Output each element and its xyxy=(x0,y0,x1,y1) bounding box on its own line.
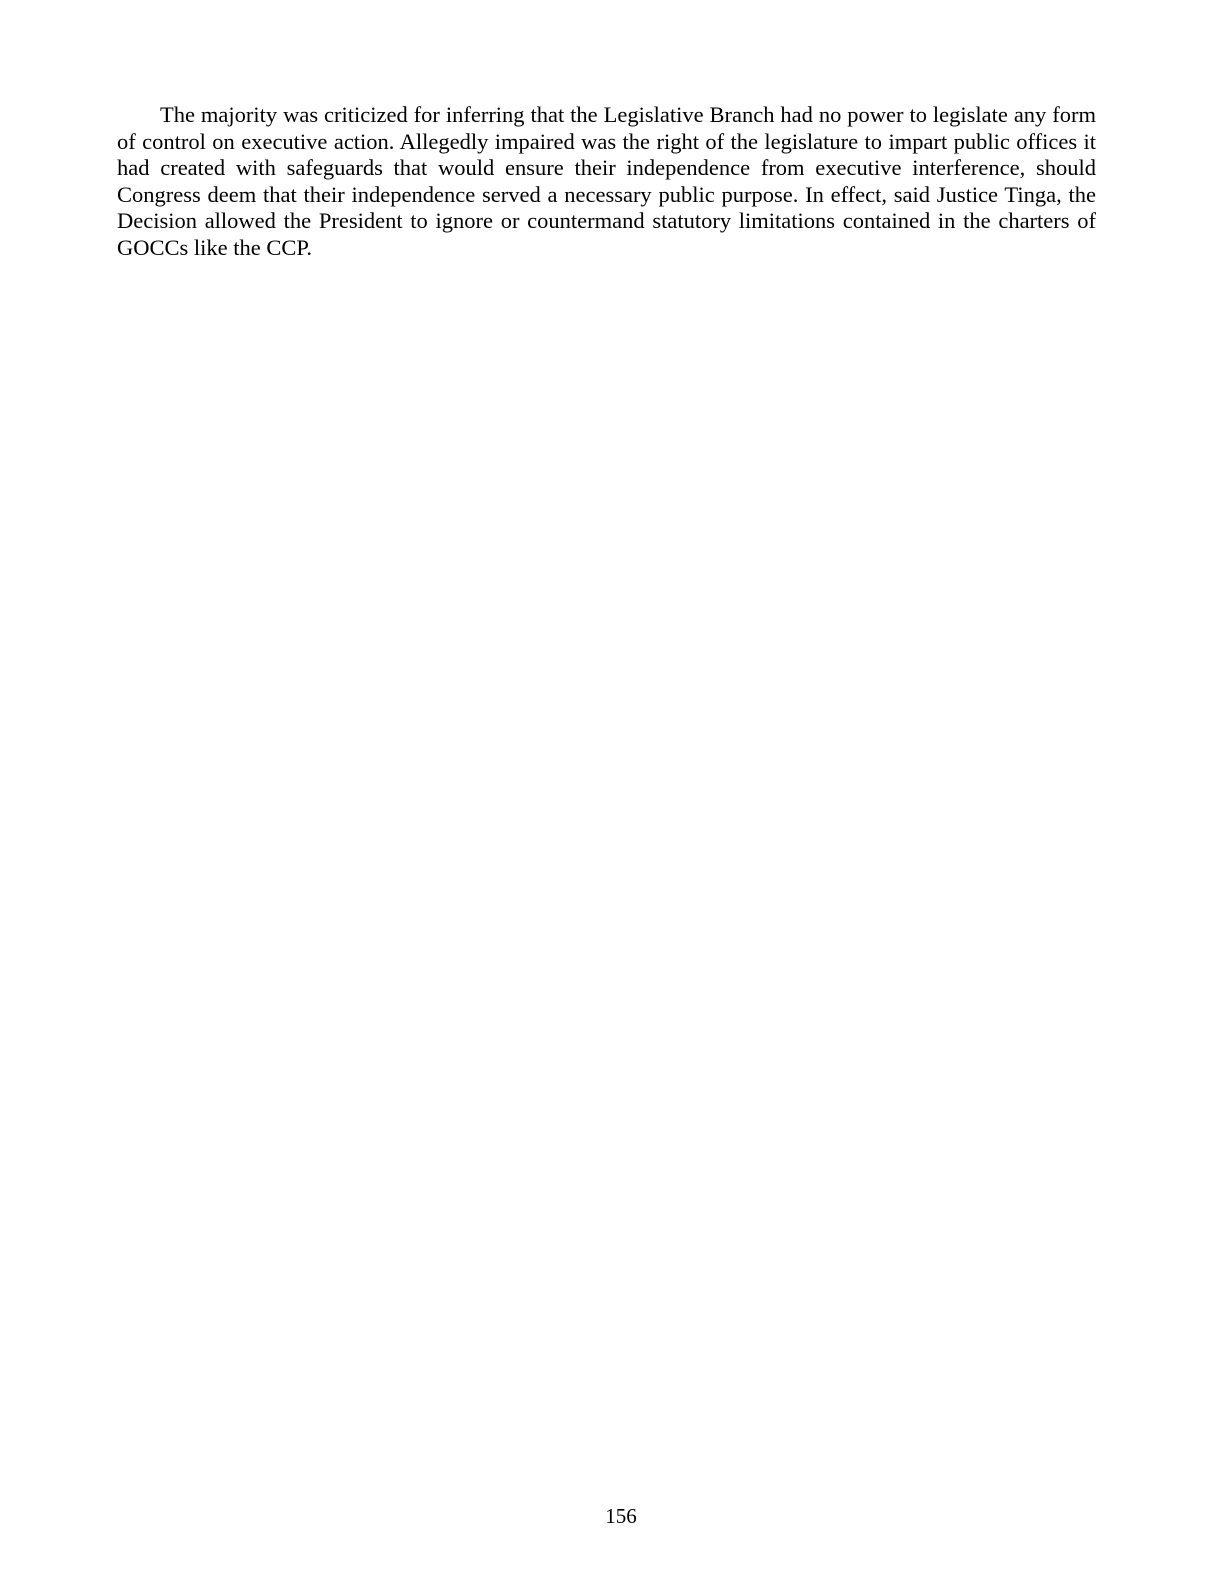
body-paragraph: The majority was criticized for inferring that the Legislative Branch had no power to legislate any form of control on executive action. Allegedly impaired was the right of the legislature to impart public offices it had created with safeguards that would ensure their independence from executive interference, should Congress deem that their independence served a necessary public purpose. In effect, said Justice Tinga, the Decision allowed the President to ignore or countermand statutory limitations contained in the charters of GOCCs like the CCP. xyxy=(117,102,1096,260)
page-number: 156 xyxy=(605,1504,637,1528)
